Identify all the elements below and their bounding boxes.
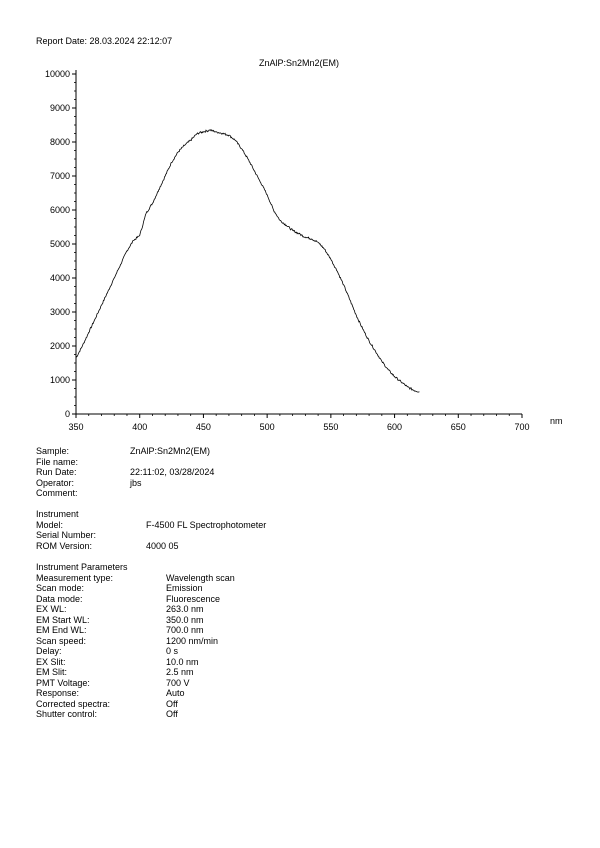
instrument-row — [36, 519, 267, 531]
x-tick-label: 350 — [68, 422, 84, 432]
x-tick-label: 650 — [450, 422, 466, 432]
parameter-value: 700 V — [166, 677, 190, 688]
parameter-label: EX WL: — [36, 604, 67, 614]
y-tick-label: 7000 — [49, 171, 70, 181]
parameter-value: Emission — [166, 583, 203, 593]
parameter-label: EM End WL: — [36, 625, 87, 635]
parameter-label: Scan speed: — [36, 635, 87, 646]
sample-value: ZnAlP:Sn2Mn2(EM) — [130, 446, 211, 456]
parameter-label: PMT Voltage: — [36, 677, 90, 688]
parameter-label: Shutter control: — [36, 709, 98, 719]
parameter-value: 700.0 nm — [166, 625, 204, 635]
parameter-label: Data mode: — [36, 593, 83, 604]
parameter-row — [36, 646, 179, 657]
sample-label: File name: — [36, 456, 79, 467]
y-tick-label: 4000 — [49, 273, 70, 283]
parameter-label: EX Slit: — [36, 656, 66, 667]
parameter-label: Response: — [36, 688, 80, 698]
parameter-value: Off — [166, 709, 178, 719]
parameter-row — [36, 635, 219, 647]
parameter-value: 350.0 nm — [166, 614, 204, 625]
parameter-value: Auto — [166, 688, 185, 698]
parameter-value: Wavelength scan — [166, 572, 235, 583]
parameter-label: Scan mode: — [36, 583, 85, 593]
parameter-row — [36, 604, 204, 615]
x-tick-label: 550 — [323, 422, 339, 432]
parameter-row — [36, 709, 178, 720]
instrument-value: 4000 05 — [146, 540, 179, 551]
y-tick-label: 6000 — [49, 205, 70, 215]
y-tick-label: 5000 — [49, 239, 70, 249]
parameter-row — [36, 572, 235, 584]
y-tick-label: 0 — [64, 409, 70, 419]
y-tick-label: 8000 — [49, 137, 70, 147]
sample-value: jbs — [130, 477, 142, 488]
instrument-info — [36, 509, 267, 551]
instrument-title: Instrument — [36, 509, 79, 519]
parameter-row — [36, 593, 221, 605]
x-axis-label: nm — [550, 416, 563, 426]
report-date: Report Date: 28.03.2024 22:12:07 — [36, 36, 173, 46]
parameter-label: EM Start WL: — [36, 614, 90, 625]
y-ticks — [45, 69, 76, 419]
x-tick-label: 600 — [387, 422, 403, 432]
series-line — [76, 130, 419, 392]
instrument-label: Model: — [36, 519, 64, 530]
instrument-parameters — [36, 562, 235, 720]
y-tick-label: 9000 — [49, 103, 70, 113]
parameter-row — [36, 667, 194, 678]
x-tick-label: 500 — [259, 422, 275, 432]
x-tick-label: 450 — [195, 422, 211, 432]
sample-label: Run Date: — [36, 467, 77, 477]
parameter-row — [36, 614, 204, 626]
parameter-row — [36, 688, 185, 699]
sample-value: 22:11:02, 03/28/2024 — [130, 467, 215, 477]
parameter-value: 1200 nm/min — [166, 635, 219, 646]
parameter-label: Corrected spectra: — [36, 698, 111, 709]
x-tick-label: 400 — [132, 422, 148, 432]
instrument-value: F-4500 FL Spectrophotometer — [146, 519, 267, 530]
y-tick-label: 2000 — [49, 341, 70, 351]
parameter-value: 0 s — [166, 646, 179, 656]
parameter-row — [36, 656, 199, 668]
parameter-row — [36, 677, 190, 689]
parameter-row — [36, 583, 203, 594]
instrument-label: ROM Version: — [36, 540, 93, 551]
parameter-value: 10.0 nm — [166, 656, 199, 667]
instrument-label: Serial Number: — [36, 530, 97, 540]
parameter-label: Delay: — [36, 646, 62, 656]
sample-label: Comment: — [36, 488, 78, 498]
parameter-row — [36, 625, 204, 636]
sample-label: Sample: — [36, 446, 70, 456]
parameter-value: 2.5 nm — [166, 667, 194, 677]
y-tick-label: 10000 — [44, 69, 70, 79]
y-tick-label: 3000 — [49, 307, 70, 317]
x-ticks — [68, 414, 529, 432]
parameter-row — [36, 698, 178, 710]
parameter-value: Fluorescence — [166, 593, 221, 604]
x-tick-label: 700 — [514, 422, 530, 432]
parameter-value: 263.0 nm — [166, 604, 204, 614]
y-tick-label: 1000 — [49, 375, 70, 385]
instrument-row — [36, 530, 97, 541]
parameter-label: EM Slit: — [36, 667, 68, 677]
parameter-label: Measurement type: — [36, 572, 114, 583]
instrument-row — [36, 540, 179, 552]
sample-label: Operator: — [36, 477, 75, 488]
parameter-title: Instrument Parameters — [36, 562, 128, 572]
parameter-value: Off — [166, 698, 178, 709]
chart-title: ZnAlP:Sn2Mn2(EM) — [258, 58, 340, 68]
